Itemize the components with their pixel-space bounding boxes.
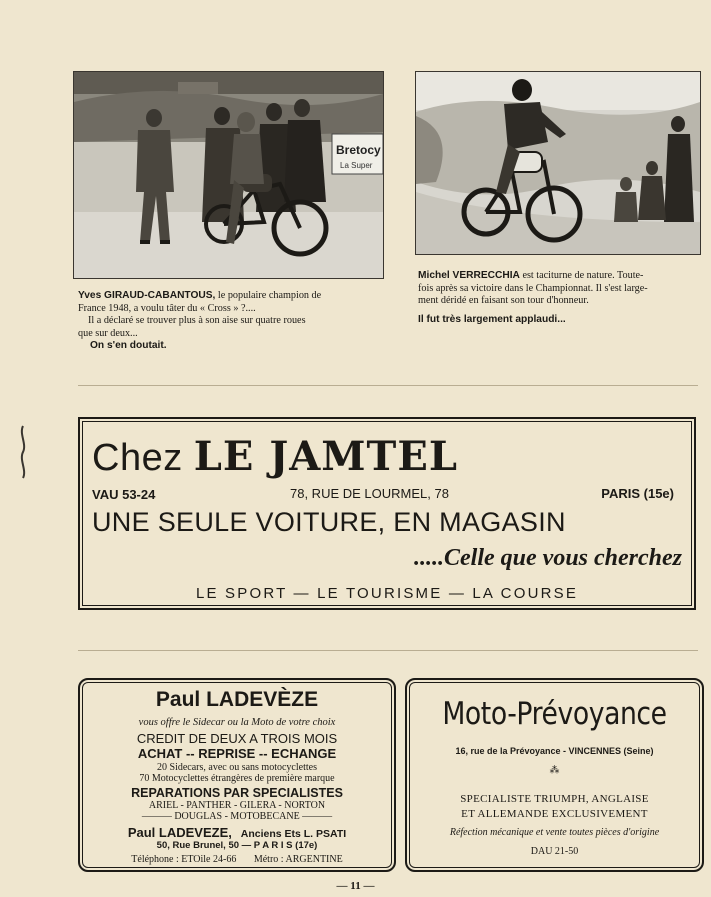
ad-moto-prevoyance	[405, 678, 704, 872]
ad-paul-ladeveze	[78, 678, 396, 872]
jamtel-chez: Chez	[92, 437, 194, 479]
jamtel-activities: LE SPORT — LE TOURISME — LA COURSE	[195, 585, 579, 602]
jamtel-city: PARIS (15e)	[601, 486, 674, 501]
photo-verrecchia	[415, 71, 701, 255]
caption-left-line2: France 1948, a voulu tâter du « Cross » ?....	[78, 302, 256, 314]
ladeveze-l4: 20 Sidecars, avec ou sans motocyclettes	[157, 762, 317, 773]
caption-left-text1: le populaire champion de	[215, 290, 322, 301]
ladeveze-name: Paul LADEVÈZE	[155, 688, 319, 711]
ladeveze-l10: 50, Rue Brunel, 50 — P A R I S (17e)	[156, 840, 318, 851]
ladeveze-l9a: Paul LADEVEZE,	[127, 825, 232, 840]
page-number: — 11 —	[336, 880, 375, 892]
sign-text: Bretocy	[336, 143, 381, 157]
binder-clip-mark	[18, 424, 28, 480]
sign-subtext: La Super	[340, 161, 373, 170]
ladeveze-l5: 70 Motocyclettes étrangères de première marque	[139, 773, 335, 784]
ladeveze-l1: vous offre le Sidecar ou la Moto de votre choix	[138, 717, 336, 728]
caption-giraud-cabantous	[78, 290, 384, 353]
caption-right-text1: est taciturne de nature. Toute-	[519, 270, 644, 281]
ad-le-jamtel	[78, 417, 696, 610]
ladeveze-l2: CREDIT DE DEUX A TROIS MOIS	[136, 731, 338, 746]
ladeveze-l9b: Anciens Ets L. PSATI	[240, 828, 347, 840]
divider-top	[78, 385, 698, 386]
caption-right-name: Michel VERRECCHIA	[418, 270, 520, 281]
divider-middle	[78, 650, 698, 651]
caption-left-name: Yves GIRAUD-CABANTOUS,	[78, 290, 216, 301]
caption-left-line4: que sur deux...	[78, 327, 138, 339]
caption-right-line4: Il fut très largement applaudi...	[418, 313, 566, 325]
photo-giraud-cabantous	[73, 71, 384, 279]
ladeveze-l11b: Métro : ARGENTINE	[253, 854, 343, 865]
prevoyance-address: 16, rue de la Prévoyance - VINCENNES (Seine)	[455, 746, 654, 756]
ladeveze-l7: ARIEL - PANTHER - GILERA - NORTON	[148, 800, 326, 811]
caption-left-line5: On s'en doutait.	[90, 340, 167, 352]
jamtel-tagline: .....Celle que vous cherchez	[414, 545, 682, 571]
caption-right-line3: ment déridé en faisant son tour d'honneur.	[418, 295, 589, 307]
prevoyance-l3: Réfection mécanique et vente toutes pièces d'origine	[449, 827, 660, 838]
jamtel-address: 78, RUE DE LOURMEL, 78	[290, 486, 449, 501]
jamtel-phone: VAU 53-24	[92, 487, 156, 502]
caption-left-line3: Il a déclaré se trouver plus à son aise sur quatre roues	[88, 315, 306, 327]
ladeveze-l11a: Téléphone : ETOile 24-66	[131, 854, 237, 865]
ladeveze-l3: ACHAT -- REPRISE -- ECHANGE	[137, 746, 337, 761]
star-ornament-icon: ⁂	[549, 765, 560, 776]
jamtel-name: LE JAMTEL	[193, 433, 458, 480]
prevoyance-l1: SPECIALISTE TRIUMPH, ANGLAISE	[460, 793, 649, 805]
prevoyance-phone: DAU 21-50	[530, 846, 579, 857]
jamtel-slogan: UNE SEULE VOITURE, EN MAGASIN	[92, 507, 566, 537]
caption-verrecchia	[418, 270, 702, 326]
ladeveze-l8: ——— DOUGLAS - MOTOBECANE ———	[141, 811, 333, 822]
jamtel-heading	[92, 433, 458, 480]
ladeveze-l6: REPARATIONS PAR SPECIALISTES	[131, 786, 343, 800]
caption-right-line2: fois après sa victoire dans le Championnat. Il s'est large-	[418, 282, 648, 294]
prevoyance-l2: ET ALLEMANDE EXCLUSIVEMENT	[461, 808, 648, 820]
prevoyance-name: Moto-Prévoyance	[442, 696, 667, 732]
